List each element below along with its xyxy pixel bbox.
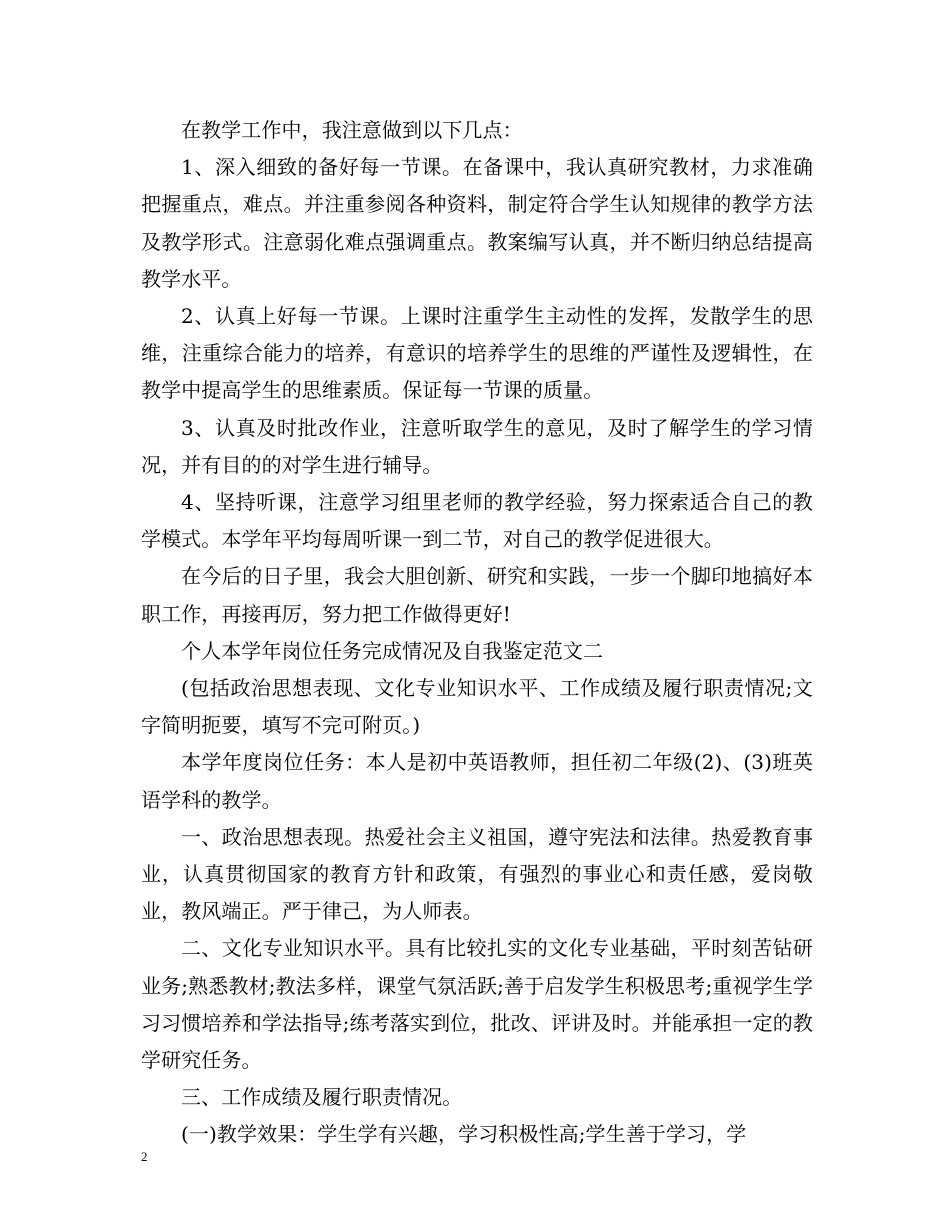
paragraph-conclusion: 在今后的日子里，我会大胆创新、研究和实践，一步一个脚印地搞好本职工作，再接再厉，努力把工作做得更好! bbox=[141, 564, 813, 626]
section-title: 个人本学年岗位任务完成情况及自我鉴定范文二 bbox=[181, 638, 604, 663]
paragraph-point-1: 1、深入细致的备好每一节课。在备课中，我认真研究教材，力求准确把握重点，难点。并注重参阅各种资料，制定符合学生认知规律的教学方法及教学形式。注意弱化难点强调重点。教案编写认真，并不断归纳总结提高教学水平。 bbox=[141, 155, 813, 291]
paragraph-instruction: (包括政治思想表现、文化专业知识水平、工作成绩及履行职责情况;文字简明扼要，填写不完可附页。) bbox=[141, 676, 813, 738]
document-body bbox=[141, 112, 813, 1154]
paragraph-knowledge: 二、文化专业知识水平。具有比较扎实的文化专业基础，平时刻苦钻研业务;熟悉教材;教法多样，课堂气氛活跃;善于启发学生积极思考;重视学生学习习惯培养和学法指导;练考落实到位，批改、评讲及时。并能承担一定的教学研究任务。 bbox=[141, 936, 813, 1073]
paragraph-task: 本学年度岗位任务：本人是初中英语教师，担任初二年级(2)、(3)班英语学科的教学。 bbox=[141, 750, 813, 812]
paragraph-teaching-effect: (一)教学效果：学生学有兴趣，学习积极性高;学生善于学习，学 bbox=[181, 1122, 747, 1147]
paragraph-intro: 在教学工作中，我注意做到以下几点： bbox=[181, 118, 523, 142]
paragraph-political: 一、政治思想表现。热爱社会主义祖国，遵守宪法和法律。热爱教育事业，认真贯彻国家的教育方针和政策，有强烈的事业心和责任感，爱岗敬业，教风端正。严于律己，为人师表。 bbox=[141, 824, 813, 924]
paragraph-point-3: 3、认真及时批改作业，注意听取学生的意见，及时了解学生的学习情况，并有目的的对学生进行辅导。 bbox=[141, 415, 813, 477]
page-number: 2 bbox=[141, 1149, 148, 1164]
paragraph-point-4: 4、坚持听课，注意学习组里老师的教学经验，努力探索适合自己的教学模式。本学年平均每周听课一到二节，对自己的教学促进很大。 bbox=[141, 490, 813, 552]
paragraph-point-2: 2、认真上好每一节课。上课时注重学生主动性的发挥，发散学生的思维，注重综合能力的培养，有意识的培养学生的思维的严谨性及逻辑性，在教学中提高学生的思维素质。保证每一节课的质量。 bbox=[141, 304, 813, 403]
paragraph-performance-heading: 三、工作成绩及履行职责情况。 bbox=[181, 1085, 463, 1110]
